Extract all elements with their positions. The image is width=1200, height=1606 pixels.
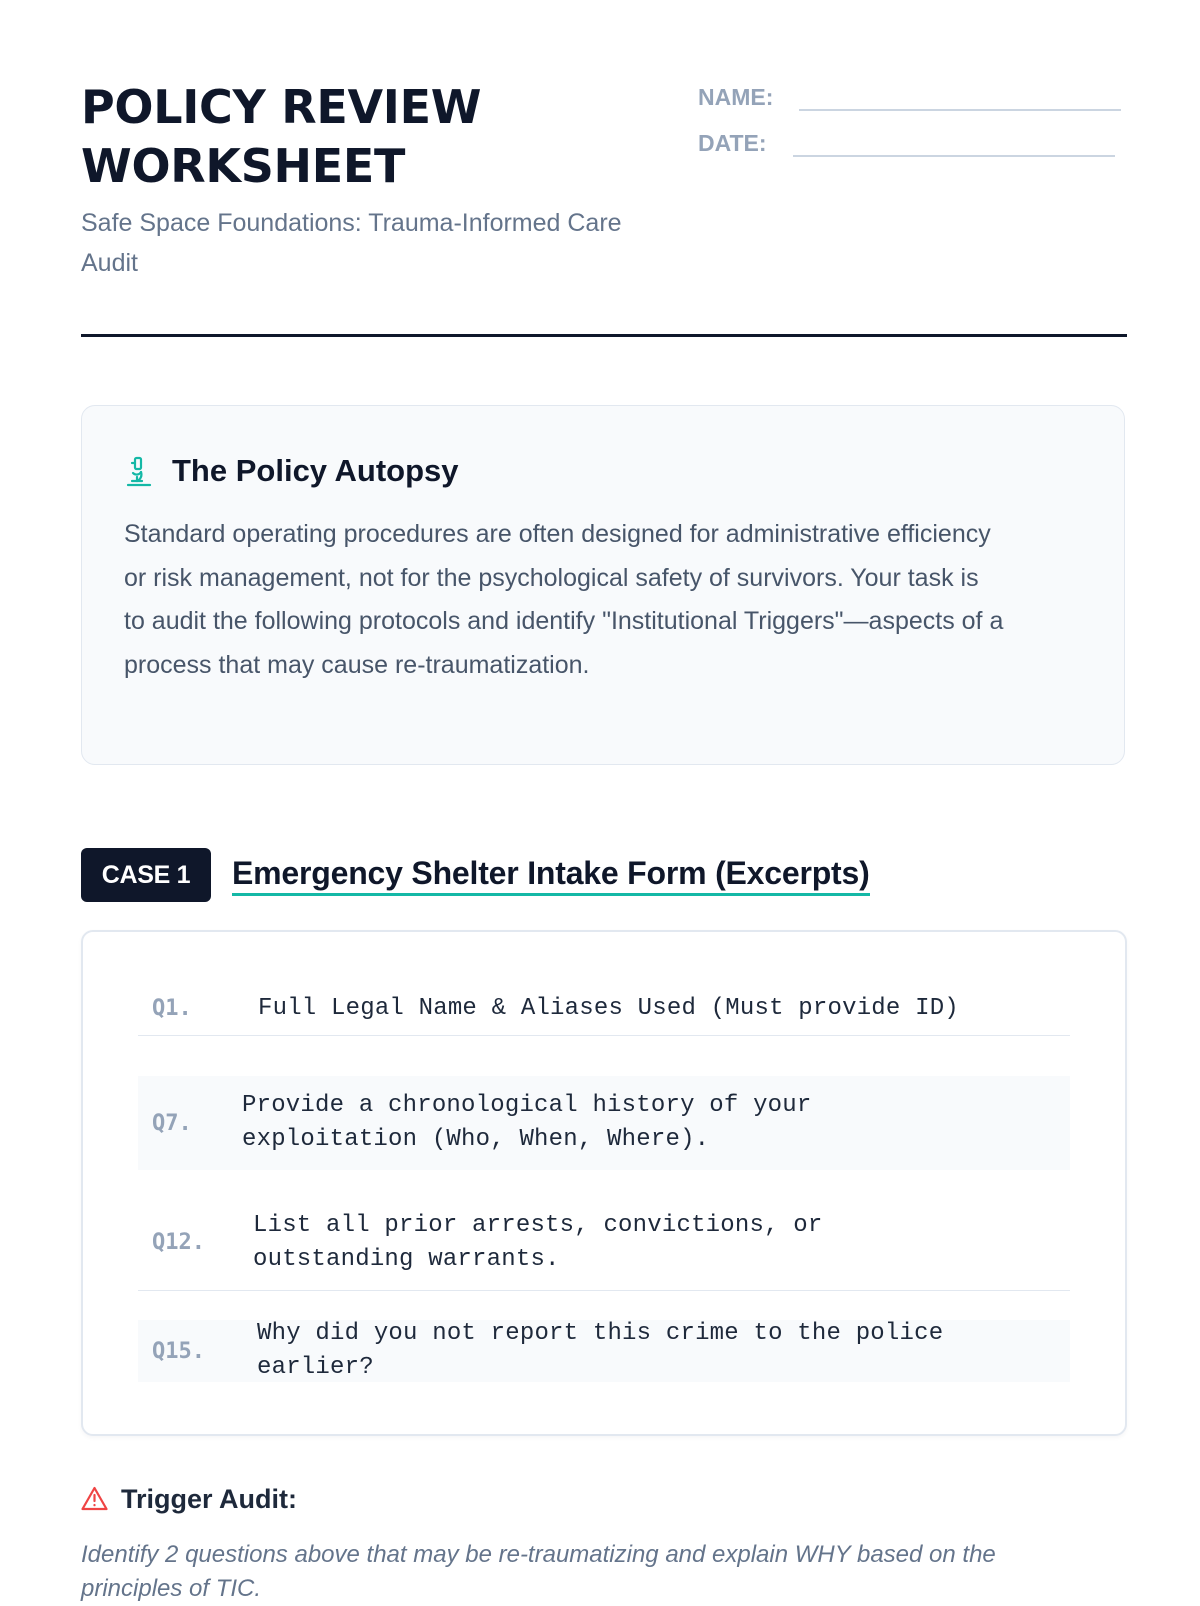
warning-icon: [81, 1486, 108, 1511]
question-number: Q1.: [152, 996, 192, 1021]
question-number: Q12.: [152, 1230, 205, 1255]
name-label: NAME:: [698, 84, 774, 110]
question-text: Why did you not report this crime to the police earlier?: [257, 1320, 944, 1381]
date-input-line[interactable]: [793, 131, 1115, 157]
question-row: [138, 1320, 1070, 1382]
header-divider: [81, 334, 1127, 337]
question-text: List all prior arrests, convictions, or outstanding warrants.: [253, 1211, 823, 1273]
question-number: Q7.: [152, 1110, 192, 1136]
intro-body: Standard operating procedures are often designed for administrative efficiency or risk management, not for the psychological safety of survivors. Your task is to audit the following protocols and identify "Institutional Triggers"—aspects of a process that may cause re-traumatization.: [124, 520, 1004, 679]
page-title: POLICY REVIEW WORKSHEET: [81, 80, 482, 193]
name-input-line[interactable]: [799, 85, 1121, 111]
question-number: Q15.: [152, 1338, 205, 1364]
intake-form-card: [81, 930, 1127, 1436]
intro-title: The Policy Autopsy: [172, 453, 459, 488]
case-badge: CASE 1: [81, 848, 211, 902]
date-label: DATE:: [698, 130, 767, 156]
worksheet-page: [81, 0, 1127, 1600]
intro-box: [81, 405, 1125, 765]
page-subtitle: Safe Space Foundations: Trauma-Informed Care Audit: [81, 209, 622, 277]
case-title: Emergency Shelter Intake Form (Excerpts): [232, 853, 870, 896]
question-row: [138, 1076, 1070, 1170]
name-field[interactable]: [698, 83, 1121, 111]
date-field[interactable]: [698, 129, 1115, 157]
microscope-icon: [124, 455, 154, 487]
question-text: Full Legal Name & Aliases Used (Must provide ID): [258, 994, 959, 1022]
question-text: Provide a chronological history of your exploitation (Who, When, Where).: [242, 1092, 812, 1153]
trigger-audit-prompt: Identify 2 questions above that may be re-traumatizing and explain WHY based on the principles of TIC.: [81, 1541, 996, 1602]
question-row: [138, 1195, 1070, 1291]
question-row: [138, 982, 1070, 1036]
trigger-audit-title: Trigger Audit:: [121, 1484, 297, 1514]
